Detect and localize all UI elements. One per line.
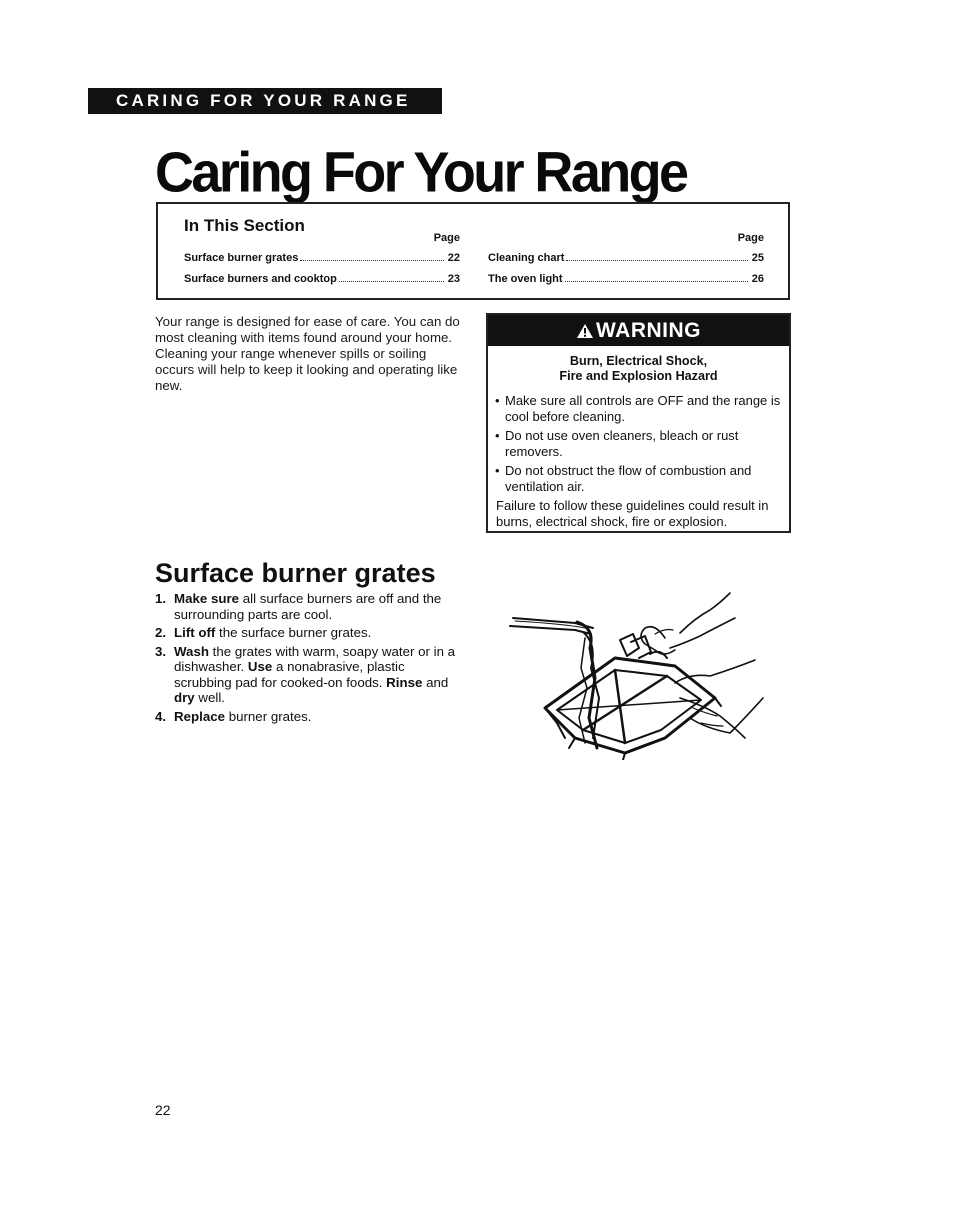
section-title: Surface burner grates xyxy=(155,558,436,588)
toc-leader-dots xyxy=(339,281,444,282)
step-number: 2. xyxy=(155,625,167,640)
toc-entry[interactable] xyxy=(184,269,460,290)
warning-label: WARNING xyxy=(596,318,701,342)
toc-page-label: Page xyxy=(737,232,764,244)
step-number: 3. xyxy=(155,643,167,659)
step-detail: a nonabrasive, plastic scrubbing pad for cooked-on foods. xyxy=(174,659,405,690)
step-keyword: Replace xyxy=(174,708,225,724)
warning-item-text: Do not use oven cleaners, bleach or rust removers. xyxy=(505,428,739,459)
in-this-section-box xyxy=(156,202,790,300)
bullet-icon: • xyxy=(495,428,500,443)
toc-heading: In This Section xyxy=(184,216,305,235)
step-text xyxy=(174,709,311,725)
step-number: 1. xyxy=(155,591,167,606)
toc-column-left xyxy=(184,232,460,290)
warning-footer: Failure to follow these guidelines could result in burns, electrical shock, fire or explosion. xyxy=(496,498,769,529)
step-number: 4. xyxy=(155,708,167,724)
section-banner: CARING FOR YOUR RANGE xyxy=(88,88,442,114)
toc-column-right xyxy=(488,232,764,290)
step-keyword: Make sure xyxy=(174,591,240,606)
step-detail: well. xyxy=(194,690,225,705)
step-item xyxy=(155,709,461,725)
toc-entry-label: Surface burner grates xyxy=(184,252,299,264)
toc-entry[interactable] xyxy=(184,248,460,269)
toc-entry-label: Cleaning chart xyxy=(488,252,565,264)
toc-entry[interactable] xyxy=(488,269,764,290)
step-text xyxy=(174,591,461,622)
warning-box xyxy=(486,313,791,533)
toc-page-label: Page xyxy=(433,232,460,244)
step-text xyxy=(174,625,371,641)
warning-item xyxy=(488,393,789,424)
step-item xyxy=(155,644,461,706)
burner-grate-illustration xyxy=(505,588,775,760)
warning-item-text: Make sure all controls are OFF and the range is cool before cleaning. xyxy=(505,393,781,424)
toc-entry-page: 23 xyxy=(447,273,460,285)
toc-entry-label: Surface burners and cooktop xyxy=(184,273,337,285)
step-keyword: dry xyxy=(174,690,195,705)
toc-leader-dots xyxy=(566,260,748,261)
step-item xyxy=(155,625,461,641)
toc-leader-dots xyxy=(300,260,444,261)
step-keyword: Rinse xyxy=(386,674,423,690)
bullet-icon: • xyxy=(495,393,500,408)
page-title: Caring For Your Range xyxy=(155,141,687,205)
hazard-title-line: Fire and Explosion Hazard xyxy=(559,369,718,383)
step-detail: the grates with warm, soapy water or in a dishwasher. xyxy=(174,643,456,674)
step-text xyxy=(174,644,461,706)
warning-triangle-icon xyxy=(576,323,594,339)
step-item xyxy=(155,591,461,622)
warning-item-text: Do not obstruct the flow of combustion and ventilation air. xyxy=(505,463,752,494)
step-detail: all surface burners are off and the surrounding parts are cool. xyxy=(174,591,442,622)
toc-entry-label: The oven light xyxy=(488,273,563,285)
page-number: 22 xyxy=(155,1102,171,1118)
toc-entry[interactable] xyxy=(488,248,764,269)
step-keyword: Wash xyxy=(174,643,209,659)
step-keyword: Use xyxy=(247,659,273,674)
hazard-title-line: Burn, Electrical Shock, xyxy=(569,354,708,368)
warning-list xyxy=(488,393,789,494)
bullet-icon: • xyxy=(495,463,500,478)
toc-entry-page: 26 xyxy=(751,273,764,285)
steps-list xyxy=(155,591,461,727)
step-keyword: Lift off xyxy=(174,625,216,640)
intro-paragraph: Your range is designed for ease of care. You can do most cleaning with items found around your home. Cleaning your range whenever spills or soiling occurs will help to keep it looking and operating like new. xyxy=(155,314,460,393)
step-detail: and xyxy=(422,674,449,690)
toc-leader-dots xyxy=(565,281,748,282)
toc-entry-page: 22 xyxy=(447,252,460,264)
warning-item xyxy=(488,428,789,459)
warning-item xyxy=(488,463,789,494)
step-detail: the surface burner grates. xyxy=(215,625,372,640)
toc-entry-page: 25 xyxy=(751,252,764,264)
warning-banner xyxy=(488,315,789,346)
step-detail: burner grates. xyxy=(225,708,312,724)
hazard-title xyxy=(488,354,789,384)
